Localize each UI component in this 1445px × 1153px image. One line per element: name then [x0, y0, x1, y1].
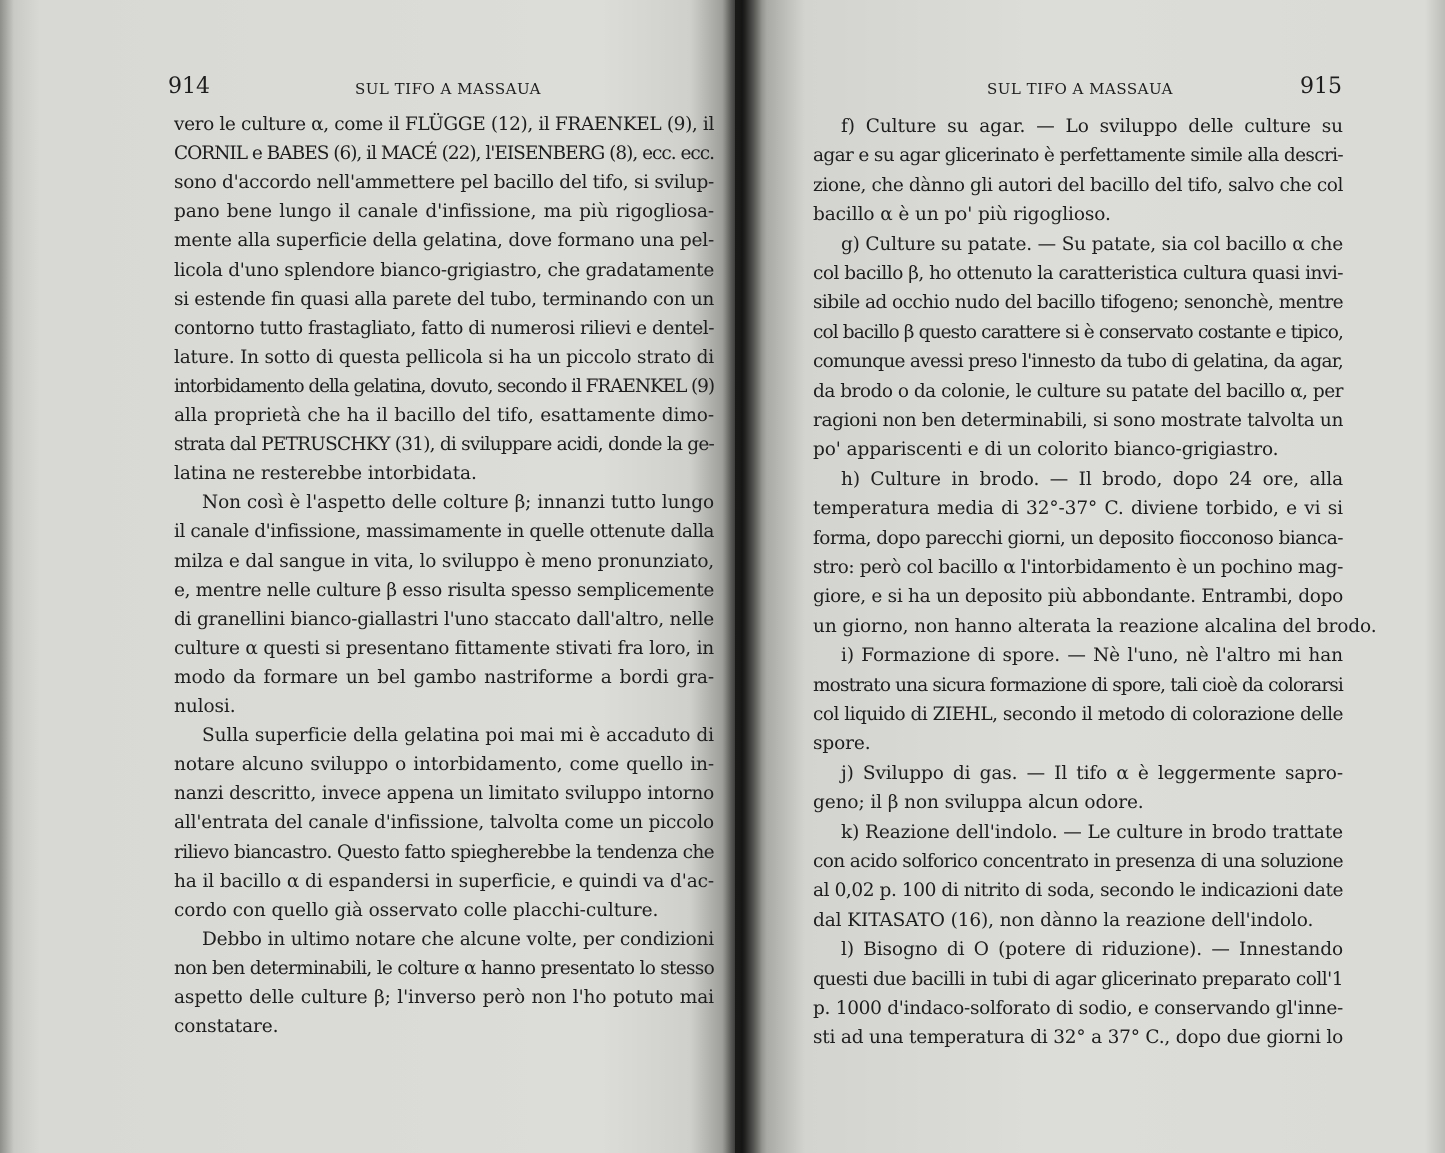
text-line: con acido solforico concentrato in presenza di una soluzione — [813, 851, 1343, 872]
text-line: rilievo biancastro. Questo fatto spiegherebbe la tendenza che — [174, 841, 714, 863]
text-line: all'entrata del canale d'infissione, talvolta come un piccolo — [174, 812, 714, 834]
text-line: sti ad una temperatura di 32° a 37° C., dopo due giorni lo — [813, 1027, 1343, 1049]
text-line: stro: però col bacillo α l'intorbidamento è un pochino mag- — [813, 557, 1343, 578]
text-line: notare alcuno sviluppo o intorbidamento, come quello in- — [174, 754, 714, 776]
text-line: Debbo in ultimo notare che alcune volte, per condizioni — [202, 928, 714, 950]
text-line: col bacillo β, ho ottenuto la caratteristica cultura quasi invi- — [813, 263, 1343, 284]
text-line: alla proprietà che ha il bacillo del tifo, esattamente dimo- — [174, 405, 714, 426]
right-page — [735, 0, 1445, 1153]
text-line: j) Sviluppo di gas. — Il tifo α è leggermente sapro- — [841, 762, 1343, 784]
text-line: bacillo α è un po' più rigoglioso. — [813, 204, 1111, 226]
text-line: Non così è l'aspetto delle colture β; innanzi tutto lungo — [202, 492, 714, 514]
text-line: da brodo o da colonie, le culture su patate del bacillo α, per — [813, 380, 1343, 402]
text-line: CORNIL e BABES (6), il MACÉ (22), l'EISENBERG (8), ecc. ecc. — [174, 143, 714, 165]
text-line: g) Culture su patate. — Su patate, sia col bacillo α che — [841, 233, 1343, 255]
text-line: zione, che dànno gli autori del bacillo del tifo, salvo che col — [813, 174, 1343, 196]
text-line: non ben determinabili, le colture α hanno presentato lo stesso — [174, 957, 714, 979]
text-line: un giorno, non hanno alterata la reazione alcalina del brodo. — [813, 615, 1377, 637]
text-line: cordo con quello già osservato colle placchi-culture. — [174, 899, 659, 921]
book-gutter — [722, 0, 762, 1153]
text-line: spore. — [813, 733, 871, 755]
text-line: ha il bacillo α di espandersi in superficie, e quindi va d'ac- — [174, 870, 714, 892]
text-line: comunque avessi preso l'innesto da tubo di gelatina, da agar, — [813, 351, 1343, 373]
running-head-right: SUL TIFO A MASSAUA — [987, 80, 1173, 98]
text-line: k) Reazione dell'indolo. — Le culture in brodo trattate — [841, 821, 1343, 843]
text-line: mostrato una sicura formazione di spore, tali cioè da colorarsi — [813, 674, 1343, 696]
text-line: milza e dal sangue in vita, lo sviluppo è meno pronunziato, — [174, 550, 714, 572]
text-line: latina ne resterebbe intorbidata. — [174, 463, 477, 485]
text-line: di granellini bianco-giallastri l'uno staccato dall'altro, nelle — [174, 608, 714, 630]
text-line: constatare. — [174, 1016, 279, 1038]
text-line: Sulla superficie della gelatina poi mai mi è accaduto di — [202, 725, 714, 747]
text-line: e, mentre nelle culture β esso risulta spesso semplicemente — [174, 579, 714, 601]
text-line: sibile ad occhio nudo del bacillo tifogeno; senonchè, mentre — [813, 292, 1343, 314]
text-line: strata dal PETRUSCHKY (31), di sviluppare acidi, donde la ge- — [174, 434, 714, 456]
text-line: col liquido di ZIEHL, secondo il metodo di colorazione delle — [813, 704, 1343, 725]
text-line: po' appariscenti e di un colorito bianco-grigiastro. — [813, 439, 1279, 461]
running-head-left: SUL TIFO A MASSAUA — [355, 80, 541, 98]
text-line: sono d'accordo nell'ammettere pel bacillo del tifo, si svilup- — [174, 172, 714, 194]
text-line: h) Culture in brodo. — Il brodo, dopo 24 ore, alla — [841, 468, 1343, 490]
text-line: agar e su agar glicerinato è perfettamente simile alla descri- — [813, 145, 1343, 167]
text-line: pano bene lungo il canale d'infissione, ma più rigogliosa- — [174, 201, 714, 223]
text-line: licola d'uno splendore bianco-grigiastro, che gradatamente — [174, 259, 714, 281]
text-line: f) Culture su agar. — Lo sviluppo delle culture su — [841, 116, 1343, 137]
text-line: col bacillo β questo carattere si è conservato costante e tipico, — [813, 321, 1343, 343]
text-line: nulosi. — [174, 696, 236, 717]
text-line: i) Formazione di spore. — Nè l'uno, nè l'altro mi han — [841, 645, 1343, 667]
text-line: nanzi descritto, invece appena un limitato sviluppo intorno — [174, 783, 714, 805]
text-line: mente alla superficie della gelatina, dove formano una pel- — [174, 230, 714, 252]
text-line: questi due bacilli in tubi di agar glicerinato preparato coll'1 — [813, 968, 1343, 990]
text-line: si estende fin quasi alla parete del tubo, terminando con un — [174, 288, 714, 310]
text-line: ragioni non ben determinabili, si sono mostrate talvolta un — [813, 410, 1343, 431]
text-line: p. 1000 d'indaco-solforato di sodio, e conservando gl'inne- — [813, 998, 1343, 1019]
text-line: lature. In sotto di questa pellicola si ha un piccolo strato di — [174, 346, 714, 368]
text-line: vero le culture α, come il FLÜGGE (12), il FRAENKEL (9), il — [174, 114, 714, 135]
text-line: al 0,02 p. 100 di nitrito di soda, secondo le indicazioni date — [813, 880, 1343, 902]
text-line: forma, dopo parecchi giorni, un deposito fiocconoso bianca- — [813, 527, 1343, 549]
text-line: il canale d'infissione, massimamente in quelle ottenute dalla — [174, 521, 714, 543]
text-line: temperatura media di 32°-37° C. diviene torbido, e vi si — [813, 498, 1343, 520]
text-line: giore, e si ha un deposito più abbondante. Entrambi, dopo — [813, 586, 1343, 608]
text-line: culture α questi si presentano fittamente stivati fra loro, in — [174, 637, 714, 659]
text-line: l) Bisogno di O (potere di riduzione). — Innestando — [841, 939, 1343, 961]
text-line: aspetto delle culture β; l'inverso però non l'ho potuto mai — [174, 987, 714, 1008]
text-line: modo da formare un bel gambo nastriforme a bordi gra- — [174, 666, 714, 688]
text-line: contorno tutto frastagliato, fatto di numerosi rilievi e dentel- — [174, 317, 714, 339]
page-number-right: 915 — [1300, 74, 1342, 99]
page-number-left: 914 — [168, 74, 210, 99]
text-line: intorbidamento della gelatina, dovuto, secondo il FRAENKEL (9) — [174, 375, 714, 397]
text-line: geno; il β non sviluppa alcun odore. — [813, 792, 1144, 814]
text-line: dal KITASATO (16), non dànno la reazione dell'indolo. — [813, 909, 1314, 931]
